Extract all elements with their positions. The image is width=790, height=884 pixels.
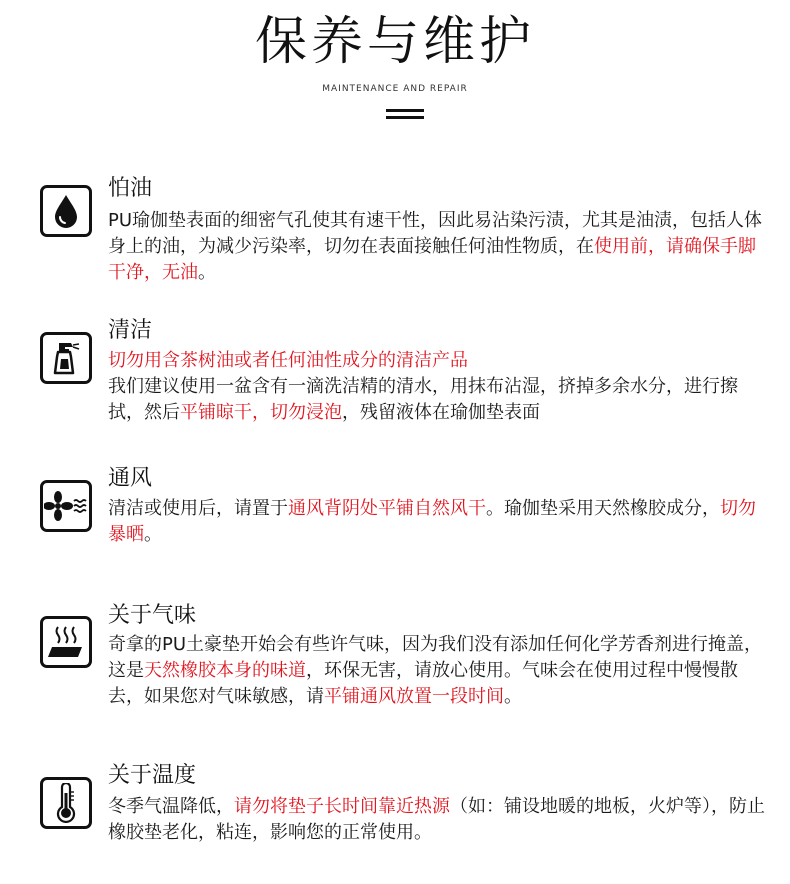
section-odor-title: 关于气味 [108,603,197,628]
section-cleaning-body [108,348,768,426]
section-ventilation-body [108,496,768,548]
section-ventilation-title: 通风 [108,466,153,491]
title-divider-bottom [386,116,424,119]
highlight-text: 切勿暴晒 [108,498,756,545]
highlight-text: 天然橡胶本身的味道 [144,660,306,681]
section-odor-body [108,632,768,710]
highlight-text: 平铺通风放置一段时间 [324,686,504,707]
body-text: ，环保无害，请放心使用。气味会在使用过程中慢慢散去，如果您对气味敏感，请 [108,660,738,707]
section-temperature-body [108,794,768,846]
section-temperature-title: 关于温度 [108,763,197,788]
body-text: 。 [198,262,216,283]
oil-drop-icon [40,185,92,237]
body-text: （如：铺设地暖的地板，火炉等），防止橡胶垫老化，粘连，影响您的正常使用。 [108,796,765,843]
page-subtitle: MAINTENANCE AND REPAIR [322,84,468,94]
highlight-text: 请勿将垫子长时间靠近热源 [234,796,450,817]
body-text: 。瑜伽垫采用天然橡胶成分， [486,498,720,519]
title-divider-top [386,109,424,112]
thermometer-icon [40,777,92,829]
highlight-text: 使用前，请确保手脚干净，无油 [108,236,756,283]
body-text: 。 [504,686,522,707]
section-oil-body [108,208,768,286]
body-text: 奇拿的PU土豪垫开始会有些许气味，因为我们没有添加任何化学芳香剂进行掩盖，这是 [108,634,763,681]
body-text: ，残留液体在瑜伽垫表面 [342,402,540,423]
body-text: 冬季气温降低， [108,796,234,817]
highlight-text: 通风背阴处平铺自然风干 [288,498,486,519]
page-title: 保养与维护 [254,12,535,72]
section-oil-title: 怕油 [108,176,153,201]
highlight-text: 切勿用含茶树油或者任何油性成分的清洁产品 [108,350,468,371]
body-text: 我们建议使用一盆含有一滴洗洁精的清水，用抹布沾湿，挤掉多余水分，进行擦拭，然后 [108,376,738,423]
section-cleaning-title: 清洁 [108,318,153,343]
body-text: 清洁或使用后，请置于 [108,498,288,519]
odor-mat-icon [40,616,92,668]
body-text: 。 [144,524,162,545]
highlight-text: 平铺晾干，切勿浸泡 [180,402,342,423]
spray-bottle-icon [40,332,92,384]
fan-wind-icon [40,480,92,532]
body-text: PU瑜伽垫表面的细密气孔使其有速干性，因此易沾染污渍，尤其是油渍，包括人体身上的油，为减少污染率，切勿在表面接触任何油性物质，在 [108,210,763,257]
